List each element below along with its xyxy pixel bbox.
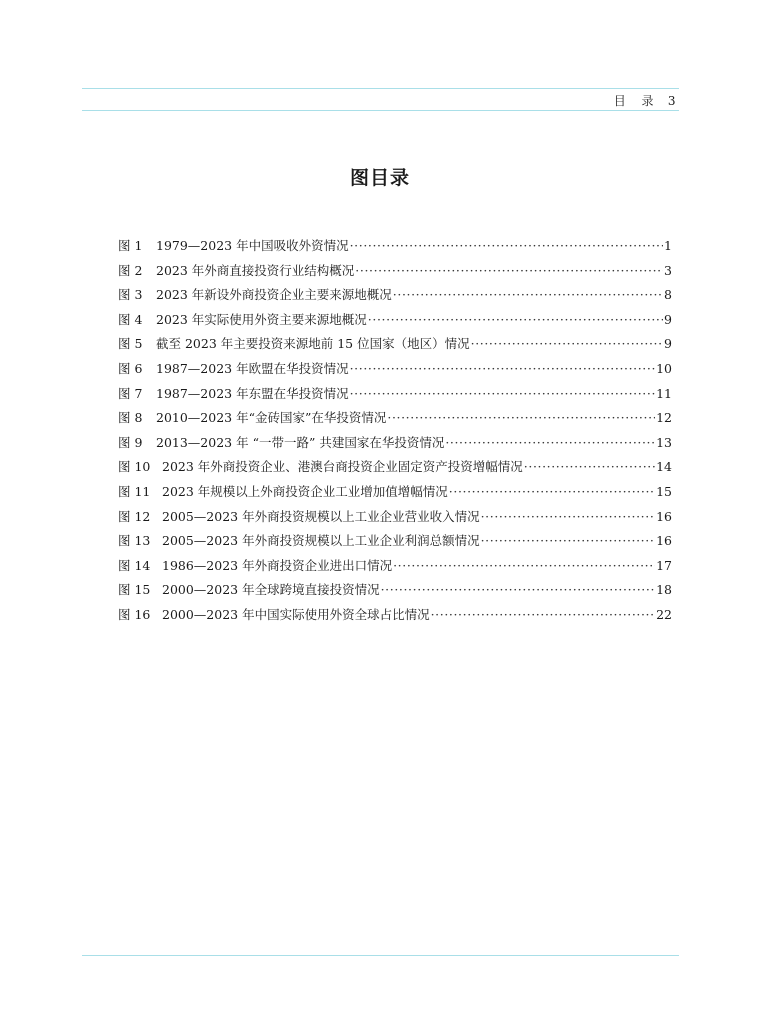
- dot-leader: [431, 607, 655, 622]
- figure-number: 图 11: [118, 483, 151, 499]
- toc-entry[interactable]: [118, 310, 672, 335]
- toc-entry[interactable]: [118, 359, 672, 384]
- toc-entry[interactable]: [118, 507, 672, 532]
- header-rule-top: [82, 88, 679, 89]
- toc-entry[interactable]: [118, 580, 672, 605]
- figure-title: 2010—2023 年“金砖国家”在华投资情况: [156, 410, 387, 426]
- figure-number: 图 15: [118, 582, 151, 598]
- dot-leader: [481, 533, 655, 548]
- page-number: 16: [656, 533, 672, 549]
- figure-number: 图 9: [118, 434, 143, 450]
- figure-number: 图 1: [118, 238, 143, 253]
- figure-title: 2005—2023 年外商投资规模以上工业企业利润总额情况: [162, 533, 480, 549]
- footer-rule: [82, 955, 679, 956]
- page-number: 18: [656, 582, 672, 598]
- dot-leader: [445, 435, 655, 450]
- figure-title: 2000—2023 年中国实际使用外资全球占比情况: [162, 606, 430, 622]
- toc-entry[interactable]: [118, 531, 672, 556]
- toc-entry[interactable]: [118, 261, 672, 286]
- toc-entry[interactable]: [118, 408, 672, 433]
- page-number: 14: [656, 459, 672, 475]
- figure-title: 2023 年外商直接投资行业结构概况: [156, 262, 355, 278]
- dot-leader: [449, 484, 655, 499]
- header-rule-bottom: [82, 110, 679, 111]
- figure-title: 2023 年外商投资企业、港澳台商投资企业固定资产投资增幅情况: [162, 459, 523, 475]
- page-number: 16: [656, 508, 672, 524]
- dot-leader: [387, 410, 655, 425]
- figure-title: 1986—2023 年外商投资企业进出口情况: [162, 557, 393, 573]
- page-number: 11: [656, 385, 672, 401]
- toc-entry[interactable]: [118, 556, 672, 581]
- figure-number: 图 14: [118, 557, 151, 573]
- figure-title: 2005—2023 年外商投资规模以上工业企业营业收入情况: [162, 508, 480, 524]
- figure-title: 1987—2023 年欧盟在华投资情况: [156, 360, 349, 376]
- dot-leader: [355, 263, 663, 278]
- toc-entry[interactable]: [118, 285, 672, 310]
- running-head-page-number: 3: [667, 94, 676, 108]
- figure-title: 2013—2023 年 “一带一路” 共建国家在华投资情况: [156, 434, 445, 450]
- page-number: 9: [664, 311, 672, 327]
- toc-entry[interactable]: [118, 605, 672, 630]
- page-number: 1: [664, 238, 672, 253]
- toc-entry[interactable]: [118, 236, 672, 261]
- page-number: 17: [656, 557, 672, 573]
- figure-number: 图 6: [118, 360, 143, 376]
- figure-number: 图 2: [118, 262, 143, 278]
- figure-number: 图 5: [118, 336, 143, 352]
- figure-title: 截至 2023 年主要投资来源地前 15 位国家（地区）情况: [156, 336, 470, 352]
- dot-leader: [350, 361, 655, 376]
- toc-entry[interactable]: [118, 482, 672, 507]
- page-number: 9: [664, 336, 672, 352]
- page-number: 8: [664, 287, 672, 303]
- page-title: 图目录: [349, 167, 410, 189]
- figure-number: 图 16: [118, 606, 151, 622]
- page-number: 15: [656, 483, 672, 499]
- figure-title: 2000—2023 年全球跨境直接投资情况: [162, 582, 380, 598]
- toc-entry[interactable]: [118, 334, 672, 359]
- dot-leader: [350, 238, 663, 253]
- toc-entry[interactable]: [118, 384, 672, 409]
- toc-entry[interactable]: [118, 457, 672, 482]
- dot-leader: [393, 287, 663, 302]
- figure-number: 图 10: [118, 459, 151, 475]
- dot-leader: [481, 509, 655, 524]
- figure-title: 2023 年规模以上外商投资企业工业增加值增幅情况: [162, 483, 448, 499]
- figure-number: 图 8: [118, 410, 143, 426]
- running-head-section: 目 录: [613, 94, 660, 108]
- page-number: 10: [656, 360, 672, 376]
- figure-title: 2023 年实际使用外资主要来源地概况: [156, 311, 367, 327]
- dot-leader: [368, 312, 663, 327]
- figure-number: 图 13: [118, 533, 151, 549]
- figure-number: 图 3: [118, 287, 143, 303]
- figure-title: 1987—2023 年东盟在华投资情况: [156, 385, 349, 401]
- figure-title: 2023 年新设外商投资企业主要来源地概况: [156, 287, 392, 303]
- page-number: 22: [656, 606, 672, 622]
- toc-entry[interactable]: [118, 433, 672, 458]
- figure-number: 图 12: [118, 508, 151, 524]
- page-number: 3: [664, 262, 672, 278]
- dot-leader: [381, 582, 655, 597]
- dot-leader: [393, 558, 655, 573]
- dot-leader: [524, 459, 655, 474]
- running-head: [614, 92, 676, 109]
- dot-leader: [471, 336, 663, 351]
- figure-number: 图 4: [118, 311, 143, 327]
- dot-leader: [350, 386, 655, 401]
- figure-list: [118, 236, 672, 630]
- page-number: 12: [656, 410, 672, 426]
- page-number: 13: [656, 434, 672, 450]
- figure-number: 图 7: [118, 385, 143, 401]
- figure-title: 1979—2023 年中国吸收外资情况: [156, 238, 349, 253]
